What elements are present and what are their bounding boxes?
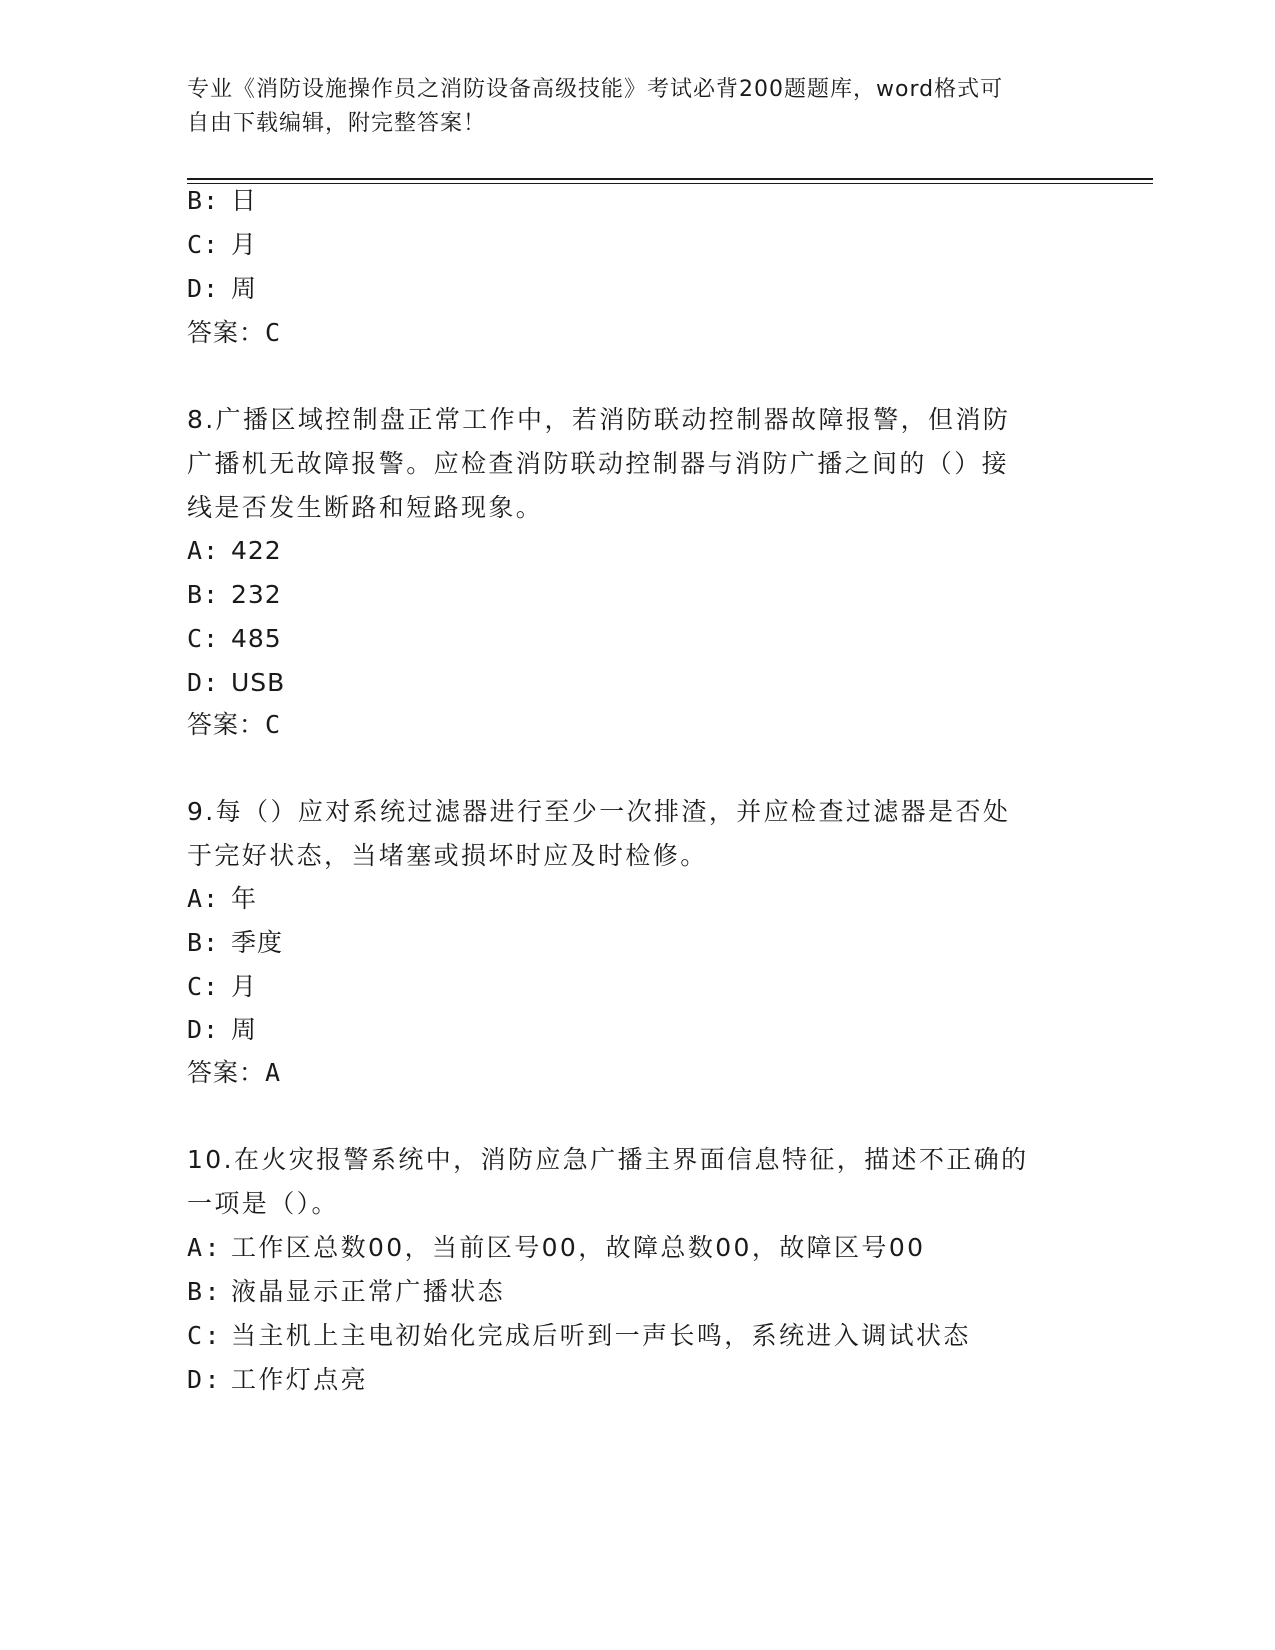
- option-text: 日: [231, 186, 258, 215]
- option-q9-c: [187, 972, 257, 1002]
- option-text: 年: [231, 884, 258, 913]
- option-q9-a: [187, 884, 257, 914]
- option-q10-a: [187, 1233, 925, 1263]
- option-letter: B:: [187, 186, 220, 215]
- answer-value: C: [265, 710, 282, 739]
- answer-q7: [187, 318, 281, 348]
- option-letter: A:: [187, 536, 220, 565]
- option-text: 485: [231, 624, 282, 653]
- option-letter: D:: [187, 1015, 220, 1044]
- question-10-line-2: 一项是（）。: [187, 1189, 339, 1218]
- header-line-2: 自由下载编辑，附完整答案！: [187, 111, 487, 136]
- option-q9-b: [187, 928, 283, 958]
- option-q10-c: [187, 1321, 971, 1351]
- option-text: 422: [231, 536, 282, 565]
- option-text: 当主机上主电初始化完成后听到一声长鸣，系统进入调试状态: [231, 1321, 971, 1350]
- option-q7-b: [187, 186, 257, 216]
- option-q7-d: [187, 274, 257, 304]
- option-text: 232: [231, 580, 282, 609]
- option-q10-d: [187, 1365, 368, 1395]
- option-q8-a: [187, 536, 282, 566]
- header-line-1: 专业《消防设施操作员之消防设备高级技能》考试必背200题题库，word格式可: [187, 77, 1004, 102]
- option-text: 液晶显示正常广播状态: [231, 1277, 506, 1306]
- question-9-line-1: 9.每（）应对系统过滤器进行至少一次排渣，并应检查过滤器是否处: [187, 797, 1011, 826]
- question-8-line-2: 广播机无故障报警。应检查消防联动控制器与消防广播之间的（）接: [187, 449, 1010, 478]
- option-letter: B:: [187, 580, 220, 609]
- answer-q8: [187, 710, 281, 740]
- answer-q9: [187, 1058, 281, 1088]
- option-q8-d: [187, 668, 285, 698]
- document-header: [187, 73, 1077, 141]
- answer-label: 答案：: [187, 1058, 266, 1087]
- question-8-line-1: 8.广播区域控制盘正常工作中，若消防联动控制器故障报警，但消防: [187, 405, 1011, 434]
- question-8-line-3: 线是否发生断路和短路现象。: [187, 493, 544, 522]
- question-10-line-1: 10.在火灾报警系统中，消防应急广播主界面信息特征，描述不正确的: [187, 1145, 1029, 1174]
- option-text: 工作灯点亮: [231, 1365, 369, 1394]
- option-text: 月: [231, 972, 258, 1001]
- option-letter: C:: [187, 230, 220, 259]
- option-text: 工作区总数00，当前区号00，故障总数00，故障区号00: [231, 1233, 926, 1262]
- option-letter: C:: [187, 972, 220, 1001]
- option-letter: D:: [187, 274, 220, 303]
- option-letter: C:: [187, 624, 220, 653]
- header-divider-thin: [187, 183, 1153, 184]
- question-9-line-2: 于完好状态，当堵塞或损坏时应及时检修。: [187, 841, 708, 870]
- option-text: 周: [231, 1015, 258, 1044]
- option-letter: B:: [187, 928, 220, 957]
- option-text: 季度: [231, 928, 284, 957]
- option-q8-b: [187, 580, 282, 610]
- answer-value: C: [265, 318, 282, 347]
- option-q10-b: [187, 1277, 505, 1307]
- option-letter: C:: [187, 1321, 222, 1350]
- option-text: 月: [231, 230, 258, 259]
- answer-label: 答案：: [187, 318, 266, 347]
- option-letter: D:: [187, 668, 220, 697]
- option-text: 周: [231, 274, 258, 303]
- option-letter: A:: [187, 1233, 222, 1262]
- header-divider-thick: [187, 178, 1153, 180]
- option-q9-d: [187, 1015, 257, 1045]
- answer-label: 答案：: [187, 710, 266, 739]
- option-q8-c: [187, 624, 282, 654]
- answer-value: A: [265, 1058, 282, 1087]
- option-letter: D:: [187, 1365, 222, 1394]
- option-q7-c: [187, 230, 257, 260]
- option-letter: A:: [187, 884, 220, 913]
- option-letter: B:: [187, 1277, 222, 1306]
- option-text: USB: [231, 668, 286, 697]
